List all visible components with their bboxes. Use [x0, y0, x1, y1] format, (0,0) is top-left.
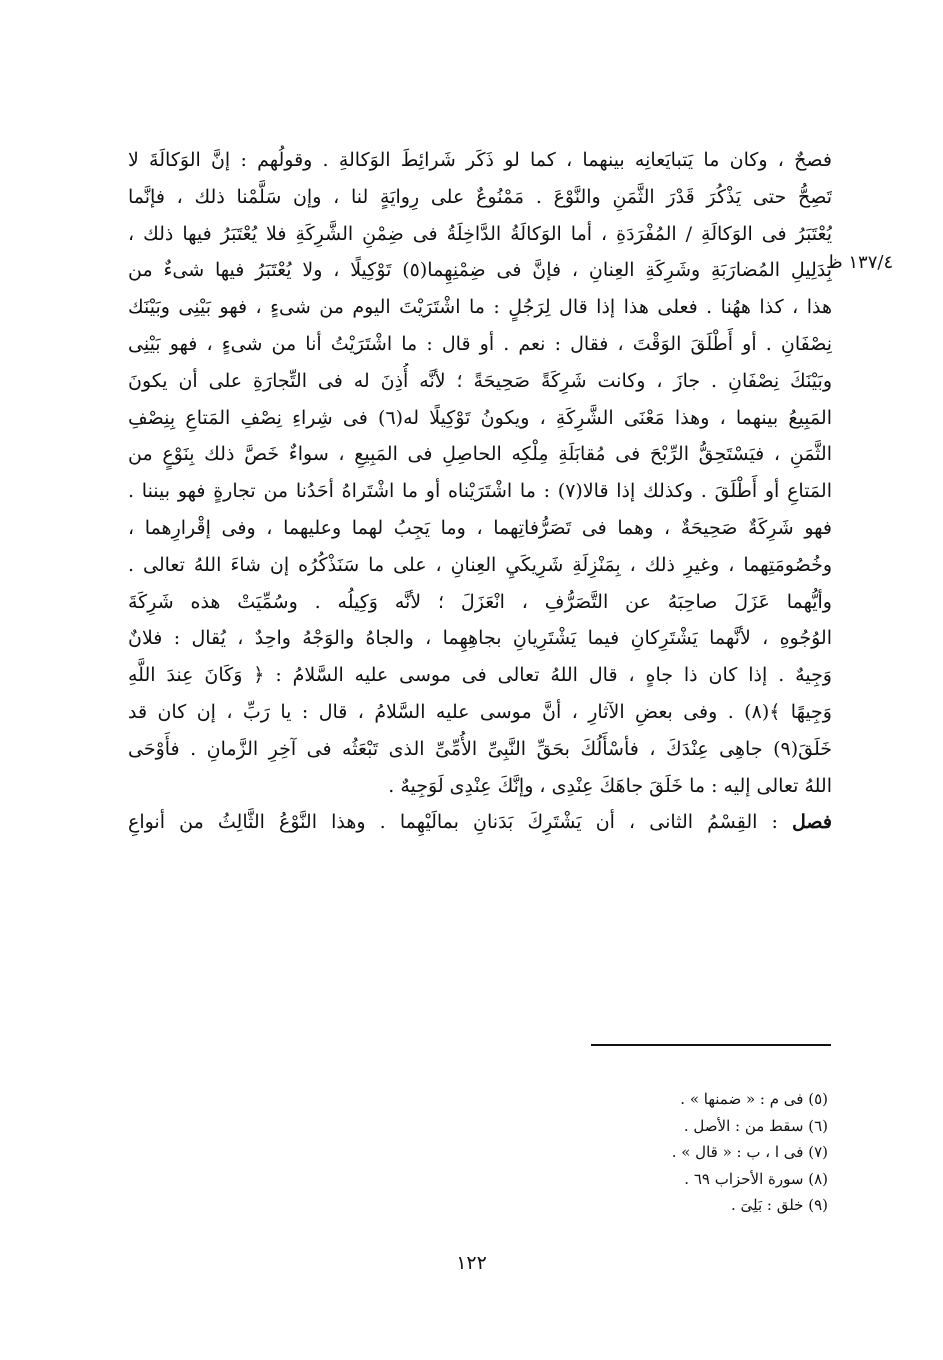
text-line: فصحٌ ، وكان ما يَتبايَعانِه بينهما ، كما لو ذَكَر شَرائِطَ الوَكالةِ . وقولُهم : إنَّ الوَكالَةَ لا [128, 149, 832, 171]
footnote: (٩) خلق : بَلِىَ . [730, 1196, 828, 1214]
text-line: وخُصُومَتِهما ، وغيرِ ذلك ، بِمَنْزِلَةِ شَرِيكَيِ العِنانِ ، على ما سَنَذْكُرُه إن شاءَ اللهُ تعالى . [128, 553, 832, 576]
footnote: (٧) فى ا ، ب : « قال » . [671, 1143, 828, 1161]
footnote-divider [591, 1044, 831, 1046]
text-line: فهو شَرِكَةٌ صَحِيحَةٌ ، وهما فى تَصَرُّفاتِهما ، وما يَجِبُ لهما وعليهما ، وفى إقْرارِهما ، [128, 516, 832, 539]
margin-folio-note: ١٣٧/٤ ظ [826, 252, 894, 273]
text-line: وبَيْنَكَ نِصْفَانِ . جازَ ، وكانت شَرِكَةً صَحِيحَةً ؛ لأنَّه أُذِنَ له فى التِّجارَةِ على أن يكونَ [128, 369, 832, 392]
text-line: خَلَقَ(٩) جاهِى عِنْدَكَ ، فأسْأَلُكَ بحَقِّ النَّبِىِّ الأُمِّىِّ الذى تَبْعَثُه فى آخِرِ الزَّمانِ . فأَوْحَى [128, 737, 832, 760]
section-text: : القِسْمُ الثانى ، أن يَشْتَرِكَ بَدَنانِ بمالَيْهِما . وهذا النَّوْعُ الثَّالِثُ من أنواعِ [128, 811, 778, 834]
text-line: نِصْفَانِ . أو أَطْلَقَ الوَقْتَ ، فقال : نعم . أو قال : ما اشْتَرَيْتُ أنا من شىءٍ ، فهو بَيْنِى [128, 332, 832, 355]
section-heading: فصل [792, 811, 832, 834]
text-line: المَبِيعُ بينهما ، وهذا مَعْنَى الشَّرِكَةِ ، ويكونُ تَوْكِيلًا له(٦) فى شِراءِ نِصْفِ المَتاعِ بِنِصْفِ [128, 406, 832, 429]
text-line: الوُجُوهِ ، لأنَّهما يَشْتَرِكانِ فيما يَشْتَرِيانِ بجاهِهِما ، والجاهُ والوَجْهُ واحِدٌ ، يُقال : فلانٌ [128, 627, 832, 650]
page-number: ١٢٢ [456, 1252, 487, 1274]
footnotes [400, 1086, 828, 1219]
text-line: المَتاعِ أو أَطْلَقَ . وكذلك إذا قالا(٧) : ما اشْتَرَيْناه أو ما اشْتَراهُ أحَدُنا من تجارةٍ فهو بيننا . [128, 480, 832, 503]
text-line: تَصِحُّ حتى يَذْكُرَ قَدْرَ الثَّمَنِ والنَّوْعَ . مَمْنُوعٌ على رِوايَةٍ لنا ، وإن سَلَّمْنا ذلك ، فإنَّما [128, 185, 832, 208]
section-line [128, 804, 832, 841]
text-line: بِدَلِيلِ المُضارَبَةِ وشَرِكَةِ العِنانِ ، فإنَّ فى ضِمْنِهِما(٥) تَوْكِيلًا ، ولا يُعْتَبَرُ فيها شىءٌ من [128, 259, 832, 282]
footnote: (٥) فى م : « ضمنها » . [680, 1090, 828, 1108]
text-line: وأيُّهما عَزَلَ صاحِبَهُ عن التَّصَرُّفِ ، انْعَزَلَ ؛ لأنَّه وَكِيلُه . وسُمِّيَتْ هذه شَرِكَةَ [128, 590, 832, 613]
main-text [128, 142, 832, 841]
text-line: يُعْتَبَرُ فى الوَكالَةِ / المُفْرَدَةِ ، أما الوَكالَةُ الدَّاخِلَةُ فى ضِمْنِ الشَّرِكَةِ فلا يُعْتَبَرُ فيها ذلك ، [128, 222, 832, 245]
footnote: (٦) سقط من : الأصل . [683, 1116, 828, 1135]
text-line: وَجِيهًا ﴾(٨) . وفى بعضِ الآثارِ ، أنَّ موسى عليه السَّلامُ ، قال : يا رَبِّ ، إن كان قد [128, 700, 832, 723]
text-line: وَجِيهٌ . إذا كان ذا جاهٍ ، قال اللهُ تعالى فى موسى عليه السَّلامُ : ﴿ وَكَانَ عِندَ اللَّهِ [128, 664, 832, 687]
footnote: (٨) سورة الأحزاب ٦٩ . [684, 1169, 828, 1188]
text-line: هذا ، كذا ههُنا . فعلى هذا إذا قال لِرَجُلٍ : ما اشْتَرَيْتَ اليوم من شىءٍ ، فهو بَيْنِى وبَيْنَك [128, 296, 832, 319]
text-line: الثَّمَنِ ، فيَسْتَحِقُّ الرِّبْحَ فى مُقابَلَةِ مِلْكِه الحاصِلِ فى المَبِيعِ ، سواءٌ خَصَّ ذلك بِنَوْعٍ من [128, 443, 832, 466]
text-line: اللهُ تعالى إليه : ما خَلَقَ جاهَكَ عِنْدِى ، وإنَّكَ عِنْدِى لَوَجِيهٌ . [388, 774, 832, 797]
